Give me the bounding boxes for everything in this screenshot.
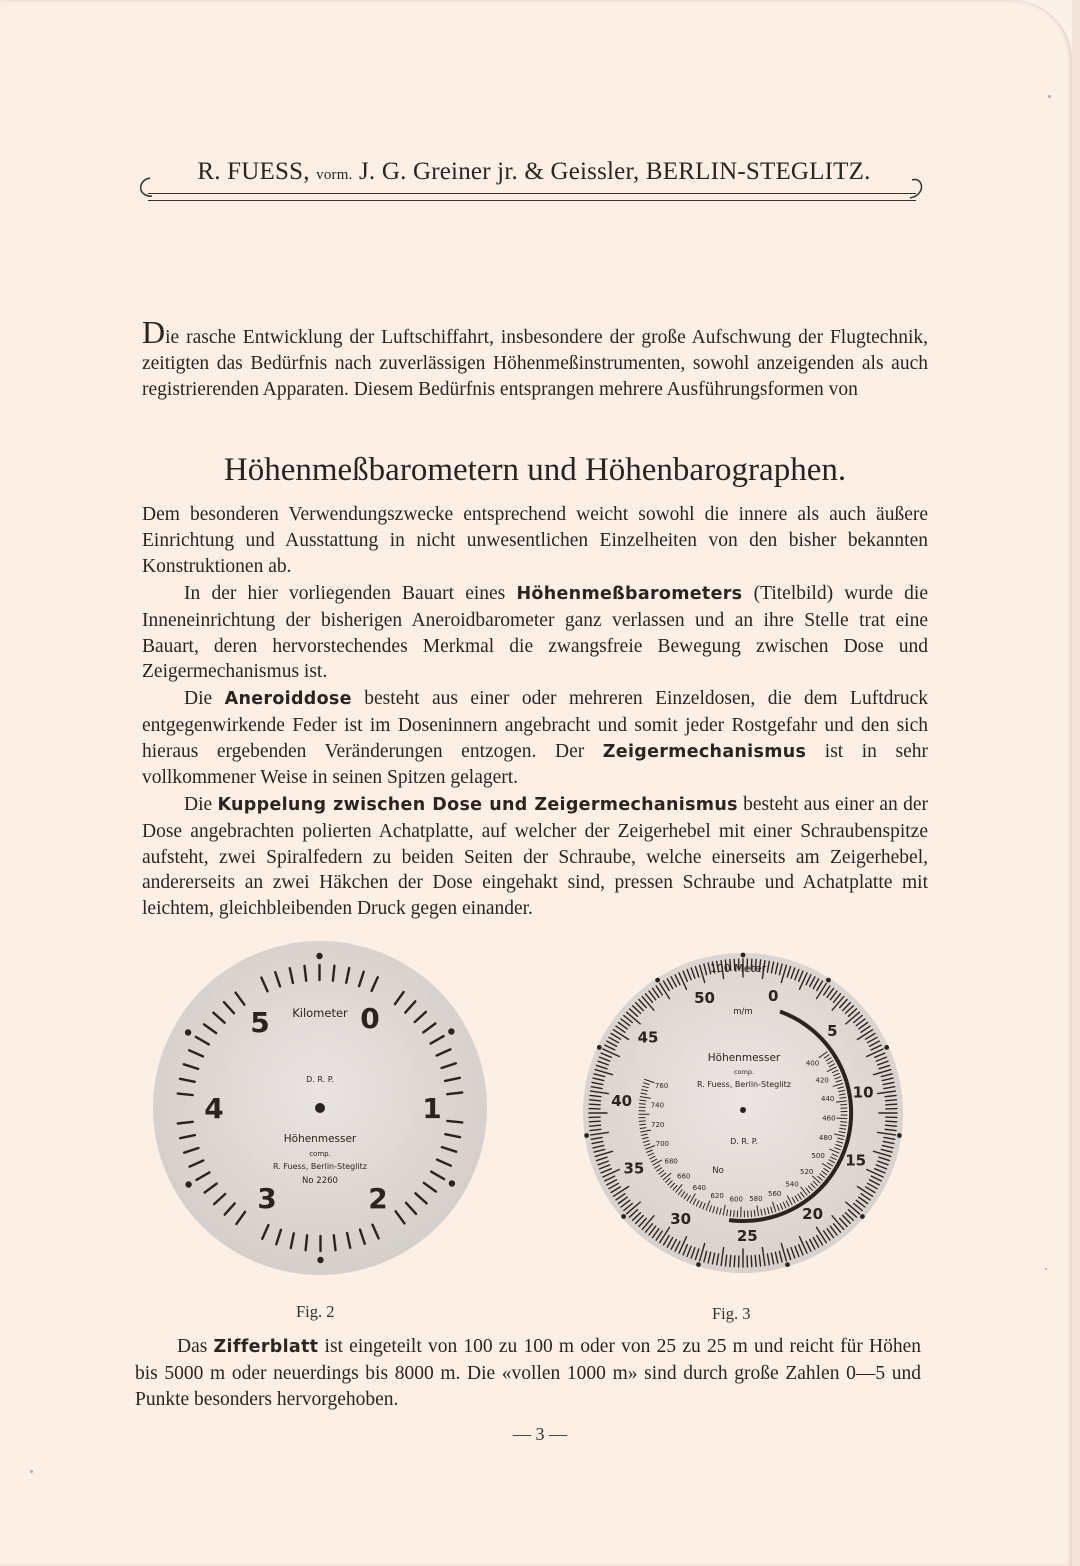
inner-scale-tick bbox=[639, 1104, 645, 1105]
p4-bold-kuppelung: Kuppelung zwischen Dose und Zeigermechanismus bbox=[217, 795, 738, 815]
inner-scale-numeral: 560 bbox=[768, 1189, 782, 1198]
paper-speck bbox=[30, 1470, 33, 1473]
dial-dot bbox=[316, 953, 322, 959]
scale-dot bbox=[621, 1214, 626, 1219]
inner-scale-numeral: 640 bbox=[692, 1184, 706, 1193]
dial-patent-label: D. R. P. bbox=[306, 1075, 334, 1084]
scale-dot bbox=[655, 978, 660, 983]
firm-successors: J. G. Greiner jr. & Geissler, BERLIN-STEGLITZ. bbox=[359, 158, 871, 185]
dial-patent-label: D. R. P. bbox=[730, 1137, 758, 1146]
paragraph-5 bbox=[135, 1334, 921, 1412]
dial-dot bbox=[185, 1181, 191, 1187]
paragraph-3 bbox=[142, 686, 928, 791]
inner-scale-tick bbox=[734, 1211, 735, 1217]
p2-text-a: In der hier vorliegenden Bauart eines bbox=[184, 583, 506, 604]
page-header bbox=[144, 158, 924, 218]
dial-tick bbox=[178, 1122, 193, 1124]
paragraph-2 bbox=[142, 581, 928, 685]
scale-tick bbox=[734, 1256, 735, 1267]
numeral-2: 2 bbox=[368, 1182, 388, 1215]
numeral-4: 4 bbox=[204, 1092, 224, 1125]
intro-text: ie rasche Entwicklung der Luftschiffahrt, insbesondere der große Aufschwung der Flugtechnik, zeitigten das Bedürfnis nach zuverlässigen Höhenmeßinstrumenten, sowohl anzeigenden als auch registrierenden Apparaten. Diesem Bedürfnis entsprangen mehrere Ausführungsformen von bbox=[142, 327, 928, 400]
inner-scale-tick bbox=[837, 1118, 847, 1119]
scale-numeral: 40 bbox=[611, 1091, 633, 1110]
scale-tick bbox=[886, 1104, 897, 1105]
inner-scale-tick bbox=[841, 1104, 847, 1105]
dial-comp-label: comp. bbox=[309, 1150, 331, 1158]
page-edge bbox=[1072, 0, 1080, 1566]
p3-bold-zeiger: Zeigermechanismus bbox=[602, 741, 807, 762]
scale-dot bbox=[696, 1262, 701, 1267]
figure-2-dial bbox=[150, 938, 490, 1278]
dial-tick bbox=[306, 1235, 308, 1250]
inner-scale-tick bbox=[639, 1121, 645, 1122]
figure-3-dial bbox=[578, 948, 918, 1288]
dial-instrument-name: Höhenmesser bbox=[707, 1052, 781, 1064]
inner-scale-numeral: 500 bbox=[811, 1152, 825, 1160]
p2-bold-term: Höhenmeßbarometers bbox=[516, 584, 743, 604]
inner-scale-numeral: 720 bbox=[651, 1120, 665, 1129]
inner-scale-numeral: 480 bbox=[818, 1133, 833, 1142]
intro-paragraph bbox=[142, 314, 928, 402]
dial-tick bbox=[305, 966, 307, 981]
dial-instrument-name: Höhenmesser bbox=[283, 1133, 357, 1145]
p3-text-c: besteht aus einer oder mehreren Einzeldosen, die dem Luftdruck entgegenwirkende Feder ist im Doseninnern angebracht und somit jeder Rostgefahr und den sich hieraus ergebenden Veränderungen entzogen. Der bbox=[142, 688, 929, 762]
dial-center-pivot bbox=[315, 1103, 325, 1113]
scale-numeral: 35 bbox=[623, 1159, 645, 1178]
p4-text-c: besteht aus einer an der Dose angebrachten polierten Achatplatte, auf welcher der Zeigerhebel mit einer Schraubenspitze aufsteht, zwei Spiralfedern zu beiden Seiten der Schraube, welche einerseits am Zeigerhebel, andererseits an zwei Häkchen der Dose eingehakt sind, pressen Schraube und Achatplatte mit leichtem, gleichbleibenden Druck gegen einander. bbox=[142, 794, 929, 920]
scale-tick bbox=[751, 1256, 752, 1267]
inner-scale-numeral: 460 bbox=[822, 1114, 836, 1123]
dial-unit-label: m/m bbox=[733, 1007, 753, 1017]
p2-text-c: (Titelbild) wurde die Inneneinrichtung der bisherigen Aneroidbarometer ganz verlassen und an ihre Stelle trat eine Bauart, deren hervorstechendes Merkmal die zwangsfreie Bewegung zwischen Dose und Zeigermechanismus ist. bbox=[142, 583, 929, 683]
scale-numeral: 5 bbox=[827, 1021, 838, 1040]
scale-numeral: 10 bbox=[852, 1083, 874, 1102]
p5-text-c: ist eingeteilt von 100 zu 100 m oder von 25 zu 25 m und reicht für Höhen bis 5000 m oder neuerdings bis 8000 m. Die «vollen 1000 m» sind durch große Zahlen 0—5 und Punkte besonders hervorgehoben. bbox=[135, 1336, 922, 1410]
drop-cap: D bbox=[142, 314, 166, 350]
scale-tick bbox=[590, 1100, 601, 1101]
scale-dot bbox=[597, 1045, 602, 1050]
scale-dot bbox=[884, 1045, 889, 1050]
scale-numeral: 15 bbox=[845, 1151, 867, 1170]
figure-3-caption: Fig. 3 bbox=[712, 1304, 751, 1323]
scale-dot bbox=[897, 1133, 902, 1138]
inner-scale-numeral: 520 bbox=[800, 1167, 814, 1176]
dial-tick bbox=[447, 1121, 462, 1123]
inner-scale-numeral: 700 bbox=[655, 1139, 669, 1148]
p3-bold-aneroid: Aneroiddose bbox=[224, 689, 352, 709]
dial-comp-label: comp. bbox=[733, 1068, 755, 1076]
inner-scale-tick bbox=[640, 1124, 646, 1125]
figure-2-caption: Fig. 2 bbox=[296, 1302, 335, 1321]
dial-dot bbox=[448, 1028, 454, 1034]
inner-scale-numeral: 540 bbox=[785, 1180, 799, 1189]
p4-text-a: Die bbox=[184, 794, 213, 815]
section-title: Höhenmeßbarometern und Höhenbarographen. bbox=[223, 452, 847, 488]
numeral-1: 1 bbox=[422, 1092, 442, 1125]
scale-dot bbox=[860, 1214, 865, 1219]
dial-unit-label: Kilometer bbox=[292, 1006, 348, 1020]
inner-scale-numeral: 580 bbox=[749, 1195, 763, 1203]
inner-scale-numeral: 680 bbox=[664, 1157, 678, 1166]
scale-numeral: 50 bbox=[694, 989, 715, 1008]
dial-tick bbox=[334, 1235, 336, 1250]
dial-maker-label: R. Fuess, Berlin-Steglitz bbox=[272, 1162, 368, 1171]
paragraph-1: Dem besonderen Verwendungszwecke entsprechend weicht sowohl die innere als auch äußere Einrichtung und Ausstattung in nicht unwesentlichen Einzelheiten von den bisher bekannten Konstruktionen ab. bbox=[142, 504, 928, 577]
scale-dot bbox=[826, 978, 831, 983]
p5-bold-zifferblatt: Zifferblatt bbox=[213, 1337, 319, 1357]
scale-numeral: 0 bbox=[767, 986, 779, 1005]
inner-scale-numeral: 740 bbox=[650, 1101, 665, 1110]
inner-scale-numeral: 760 bbox=[654, 1082, 669, 1091]
scale-tick bbox=[886, 1125, 897, 1126]
p3-text-a: Die bbox=[184, 688, 213, 709]
numeral-5: 5 bbox=[250, 1006, 270, 1039]
scale-numeral: 45 bbox=[637, 1028, 659, 1047]
inner-scale-tick bbox=[751, 1211, 752, 1217]
numeral-0: 0 bbox=[360, 1002, 380, 1035]
scale-numeral: 20 bbox=[802, 1205, 824, 1224]
scale-tick bbox=[886, 1121, 897, 1122]
header-rule bbox=[148, 193, 916, 201]
paper-speck bbox=[1045, 1268, 1047, 1270]
dial-serial-number: No 2260 bbox=[302, 1176, 338, 1186]
inner-scale-tick bbox=[730, 1210, 731, 1216]
dial-center-pivot bbox=[740, 1107, 746, 1113]
dial-dot bbox=[449, 1180, 455, 1186]
dial-maker-label: R. Fuess, Berlin-Steglitz bbox=[696, 1080, 792, 1089]
scale-dot bbox=[584, 1133, 589, 1138]
dial-tick bbox=[178, 1094, 193, 1096]
dial-serial-label: No bbox=[712, 1166, 724, 1176]
inner-scale-numeral: 660 bbox=[677, 1172, 691, 1181]
p5-text-a: Das bbox=[177, 1336, 208, 1357]
dial-dot bbox=[317, 1257, 323, 1263]
dial-tick bbox=[447, 1093, 462, 1095]
inner-scale-numeral: 600 bbox=[729, 1195, 743, 1204]
firm-name: R. FUESS, bbox=[197, 158, 310, 185]
scale-tick bbox=[589, 1121, 600, 1122]
scale-numeral: 25 bbox=[736, 1226, 758, 1245]
header-text bbox=[144, 158, 924, 186]
dial-tick bbox=[333, 966, 335, 981]
left-flourish-icon bbox=[136, 174, 156, 204]
scale-dot bbox=[741, 953, 746, 958]
inner-scale-numeral: 440 bbox=[821, 1095, 835, 1104]
p3-text-e: ist in sehr vollkommener Weise in seinen Spitzen gelagert. bbox=[142, 740, 928, 789]
scale-tick bbox=[755, 1256, 756, 1267]
dial-dot bbox=[185, 1029, 191, 1035]
scale-numeral: 30 bbox=[670, 1209, 692, 1228]
scale-dot bbox=[785, 1262, 790, 1267]
scale-tick bbox=[589, 1104, 600, 1105]
paragraph-4 bbox=[142, 792, 928, 922]
numeral-3: 3 bbox=[257, 1182, 277, 1215]
inner-scale-numeral: 620 bbox=[710, 1192, 724, 1200]
firm-vorm: vorm. bbox=[316, 167, 353, 183]
inner-scale-tick bbox=[841, 1122, 847, 1123]
right-flourish-icon bbox=[904, 174, 928, 204]
inner-scale-tick bbox=[754, 1210, 755, 1216]
inner-scale-tick bbox=[840, 1125, 846, 1126]
dial-top-label: 100 Meter bbox=[709, 962, 767, 975]
scale-tick bbox=[730, 1256, 731, 1267]
paper-speck bbox=[1048, 95, 1051, 98]
inner-scale-numeral: 420 bbox=[815, 1076, 829, 1085]
scale-tick bbox=[590, 1125, 601, 1126]
scale-tick bbox=[886, 1100, 897, 1101]
inner-scale-numeral: 400 bbox=[805, 1059, 820, 1068]
page-number: — 3 — bbox=[513, 1424, 567, 1444]
